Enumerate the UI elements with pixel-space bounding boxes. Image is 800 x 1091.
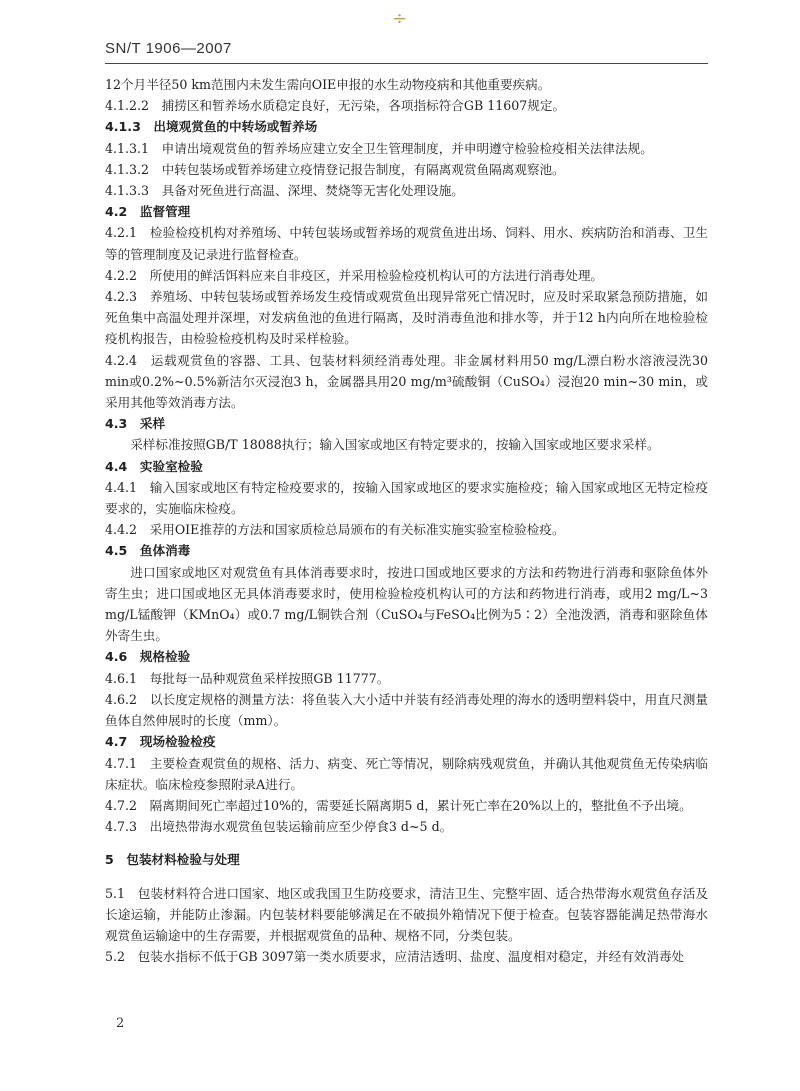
standard-code: SN/T 1906—2007	[105, 40, 232, 57]
clause-paragraph: 4.6.1 每批每一品种观赏鱼采样按照GB 11777。	[105, 670, 390, 686]
clause-heading: 4.5 鱼体消毒	[105, 543, 191, 559]
clause-paragraph: 5.2 包装水指标不低于GB 3097第一类水质要求，应清洁透明、盐度、温度相对稳定，并经有效消毒处	[105, 949, 685, 965]
page-number: 2	[116, 1016, 125, 1031]
header-mark: ÷	[392, 8, 408, 29]
clause-heading: 4.6 规格检验	[105, 649, 191, 665]
clause-paragraph: 4.2.1 检验检疫机构对养殖场、中转包装场或暂养场的观赏鱼进出场、饲料、用水、疾病防治和消毒、卫生等的管理制度及记录进行监督检查。	[105, 225, 708, 262]
clause-heading: 4.4 实验室检验	[105, 458, 203, 474]
header-divider	[105, 63, 708, 64]
clause-paragraph: 4.1.2.2 捕捞区和暂养场水质稳定良好，无污染，各项指标符合GB 11607规定。	[105, 98, 566, 114]
clause-paragraph: 12个月半径50 km范围内未发生需向OIE申报的水生动物疫病和其他重要疾病。	[105, 77, 551, 92]
clause-paragraph: 4.7.2 隔离期间死亡率超过10%的，需要延长隔离期5 d，累计死亡率在20%以上的，整批鱼不予出境。	[105, 797, 692, 813]
clause-paragraph: 4.4.2 采用OIE推荐的方法和国家质检总局颁布的有关标准实施实验室检验检疫。	[105, 522, 565, 538]
clause-paragraph: 4.4.1 输入国家或地区有特定检疫要求的，按输入国家或地区的要求实施检疫；输入国家或地区无特定检疫要求的，实施临床检疫。	[105, 479, 708, 517]
clause-paragraph: 4.6.2 以长度定规格的测量方法：将鱼装入大小适中并装有经消毒处理的海水的透明塑料袋中，用直尺测量鱼体自然伸展时的长度（mm）。	[105, 691, 708, 729]
clause-heading: 4.7 现场检验检疫	[105, 734, 216, 750]
clause-paragraph: 4.1.3.3 具备对死鱼进行高温、深埋、焚烧等无害化处理设施。	[105, 183, 464, 199]
clause-paragraph: 4.2.4 运载观赏鱼的容器、工具、包装材料须经消毒处理。非金属材料用50 mg/L漂白粉水溶液浸洗30 min或0.2%~0.5%新洁尔灭浸泡3 h，金属器具用20 mg/m³硫酸铜（CuSO₄）浸泡20 min~30 min，或采用其他等效消毒方法。	[105, 352, 708, 411]
clause-paragraph: 4.2.2 所使用的鲜活饵料应来自非疫区，并采用检验检疫机构认可的方法进行消毒处理。	[105, 267, 604, 283]
clause-paragraph: 4.1.3.1 申请出境观赏鱼的暂养场应建立安全卫生管理制度，并申明遵守检验检疫相关法律法规。	[105, 140, 653, 156]
body-paragraph: 采样标准按照GB/T 18088执行；输入国家或地区有特定要求的，按输入国家或地区要求采样。	[130, 437, 660, 453]
clause-heading: 4.2 监督管理	[105, 204, 191, 220]
document-body	[105, 74, 708, 967]
section-heading: 5 包装材料检验与处理	[105, 852, 240, 868]
clause-paragraph: 4.7.3 出境热带海水观赏鱼包装运输前应至少停食3 d~5 d。	[105, 819, 453, 835]
clause-paragraph: 4.2.3 养殖场、中转包装场或暂养场发生疫情或观赏鱼出现异常死亡情况时，应及时采取紧急预防措施，如死鱼集中高温处理并深埋，对发病鱼池的鱼进行隔离，及时消毒鱼池和排水等，并于12 h内向所在地检验检疫机构报告，由检验检疫机构及时采样检验。	[105, 289, 708, 347]
clause-paragraph: 4.1.3.2 中转包装场或暂养场建立疫情登记报告制度，有隔离观赏鱼隔离观察池。	[105, 161, 565, 177]
body-paragraph: 进口国家或地区对观赏鱼有具体消毒要求时，按进口国或地区要求的方法和药物进行消毒和驱除鱼体外寄生虫；进口国或地区无具体消毒要求时，使用检验检疫机构认可的方法和药物进行消毒，或用2 mg/L~3 mg/L锰酸钾（KMnO₄）或0.7 mg/L铜铁合剂（CuSO₄与FeSO₄比例为5∶2）全池泼洒，消毒和驱除鱼体外寄生虫。	[105, 564, 708, 644]
clause-paragraph: 4.7.1 主要检查观赏鱼的规格、活力、病变、死亡等情况，剔除病残观赏鱼，并确认其他观赏鱼无传染病临床症状。临床检疫参照附录A进行。	[105, 755, 708, 792]
clause-heading: 4.3 采样	[105, 416, 166, 432]
clause-paragraph: 5.1 包装材料符合进口国家、地区或我国卫生防疫要求，清洁卫生、完整牢固、适合热带海水观赏鱼存活及长途运输，并能防止渗漏。内包装材料要能够满足在不破损外箱情况下便于检查。包装容器能满足热带海水观赏鱼运输途中的生存需要，并根据观赏鱼的品种、规格不同，分类包装。	[105, 885, 708, 943]
clause-heading: 4.1.3 出境观赏鱼的中转场或暂养场	[105, 119, 318, 135]
